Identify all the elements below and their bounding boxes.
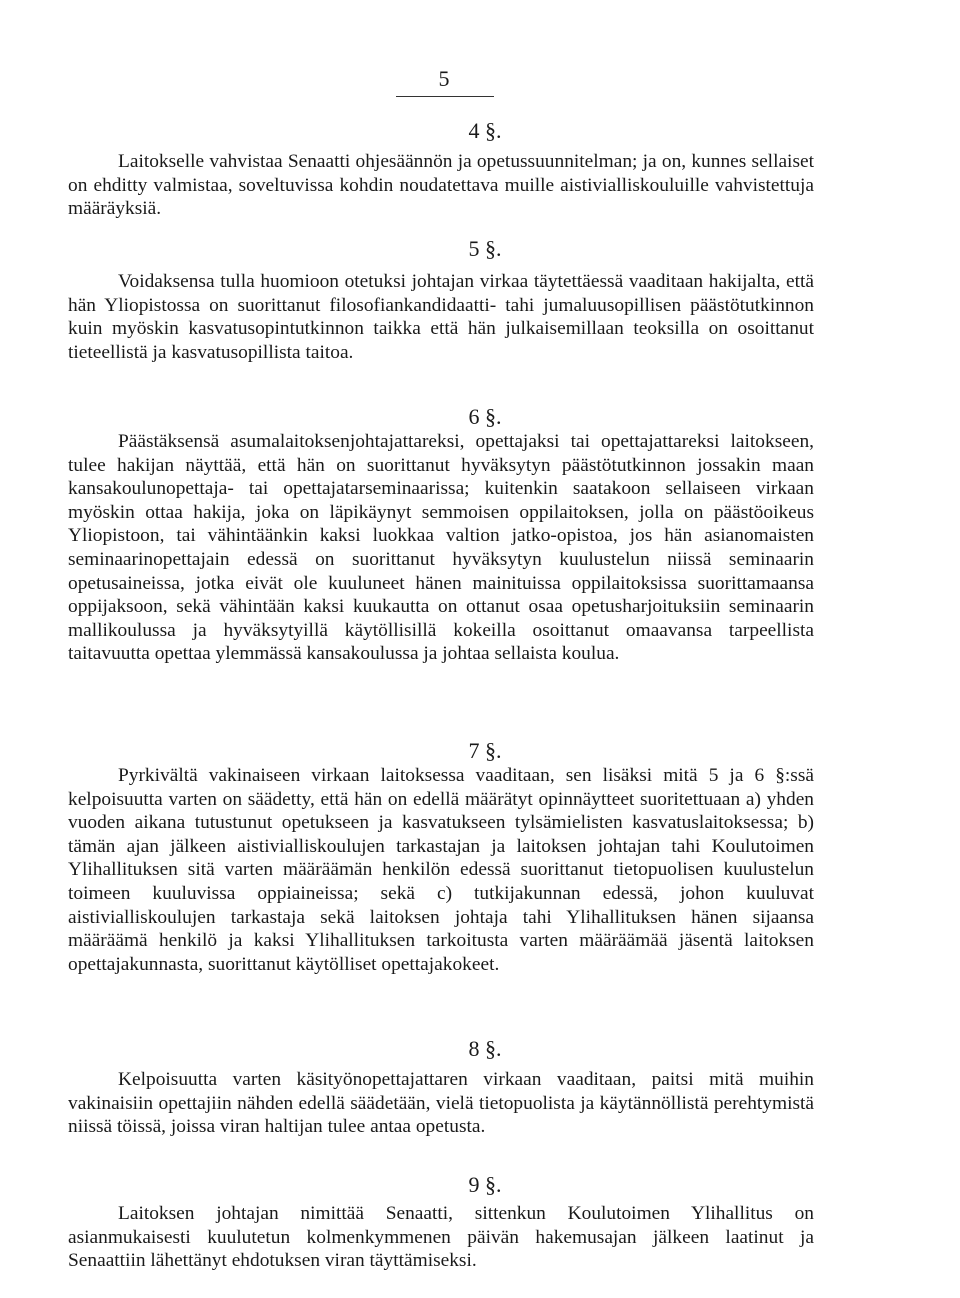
section-6-paragraph: Päästäksensä asumalaitoksenjohtajattareksi, opettajaksi tai opettajattareksi laitokseen, tulee hakijan näyttää, että hän on suorittanut hyväksytyn päästötutkinnon jossakin maan kansakoulunopettaja- tai opettajatarseminaarissa; kuitenkin saatakoon sellaiseen virkaan myöskin ottaa hakija, joka on läpikäynyt semmoisen oppilaitoksen, jolla on päästöoikeus Yliopistoon, tai vähintäänkin kaksi luokkaa valtion jatko-opistoa, jos hän asianomaisten seminaarinopettajain edessä on suorittanut hyväksytyn kuulustelun niissä seminaarin opetusaineissa, jotka eivät ole kuuluneet hänen mainituissa oppilaitoksissa suorittamaansa oppijaksoon, sekä vähintään kaksi kuukautta on ottanut osaa opetusharjoituksiin seminaarin mallikoulussa ja hyväksytyillä käytöllisillä kokeilla osoittanut omaavansa tarpeellista taitavuutta opettaa ylemmässä kansakoulussa ja johtaa sellaista koulua. <box>68 431 814 665</box>
section-4-heading: 4 §. <box>468 118 502 143</box>
page-number-rule <box>396 96 494 97</box>
section-8-text <box>68 1068 814 1139</box>
section-7-text <box>68 764 814 976</box>
section-9-text <box>68 1202 814 1273</box>
section-5-heading: 5 §. <box>468 236 502 261</box>
section-4-paragraph: Laitokselle vahvistaa Senaatti ohjesäännön ja opetussuunnitelman; ja on, kunnes sellaiset on ehditty valmistaa, soveltuvissa kohdin noudatettava muille aistivialliskouluille vahvistettuja määräyksiä. <box>68 151 814 220</box>
page-number: 5 <box>438 66 450 91</box>
section-7-paragraph: Pyrkivältä vakinaiseen virkaan laitoksessa vaaditaan, sen lisäksi mitä 5 ja 6 §:ssä kelpoisuutta varten on säädetty, että hän on edellä määrätyt opinnäytteet suoritettuaan a) yhden vuoden aikana tutustunut opetukseen ja kasvatukseen tylsämielisten kasvatuslaitoksessa; b) tämän ajan jälkeen aistivialliskoulujen tarkastajan ja laitoksen johtajan tahi Koulutoimen Ylihallituksen sitä varten määräämän henkilön edessä suorittanut tietopuolisen kuulustelun toimeen kuuluvissa oppiaineissa; sekä c) tutkijakunnan edessä, johon kuuluvat aistivialliskoulujen tarkastaja sekä laitoksen johtaja tahi Ylihallituksen hänen sijaansa määräämä henkilö ja kaksi Ylihallituksen tarkoitusta varten määräämää jäsentä laitoksen opettajakunnasta, suorittanut käytölliset opettajakokeet. <box>68 765 814 975</box>
section-8-heading: 8 §. <box>468 1036 502 1061</box>
section-4-text <box>68 150 814 221</box>
section-8-paragraph: Kelpoisuutta varten käsityönopettajattaren virkaan vaaditaan, paitsi mitä muihin vakinaisiin opettajiin nähden edellä säädetään, vielä tietopuolista ja käytännöllistä perehtymistä niissä töissä, joissa viran haltijan tulee antaa opetusta. <box>68 1069 814 1138</box>
section-6-heading: 6 §. <box>468 404 502 429</box>
section-6-text <box>68 430 814 666</box>
section-5-paragraph: Voidaksensa tulla huomioon otetuksi johtajan virkaa täytettäessä vaaditaan hakijalta, että hän Yliopistossa on suorittanut filosofiankandidaatti- tahi jumaluusopillisen päästötutkinnon kuin myöskin kasvatusopintutkinnon taikka että hän julkaisemillaan teoksilla on osoittanut tieteellistä ja kasvatusopillista taitoa. <box>68 271 814 363</box>
section-9-paragraph: Laitoksen johtajan nimittää Senaatti, sittenkun Koulutoimen Ylihallitus on asianmukaisesti kuulutetun kolmenkymmenen päivän hakemusajan jälkeen laatinut ja Senaattiin lähettänyt ehdotuksen viran täyttämiseksi. <box>68 1203 814 1272</box>
section-7-heading: 7 §. <box>468 738 502 763</box>
section-5-text <box>68 270 814 364</box>
section-9-heading: 9 §. <box>468 1172 502 1197</box>
